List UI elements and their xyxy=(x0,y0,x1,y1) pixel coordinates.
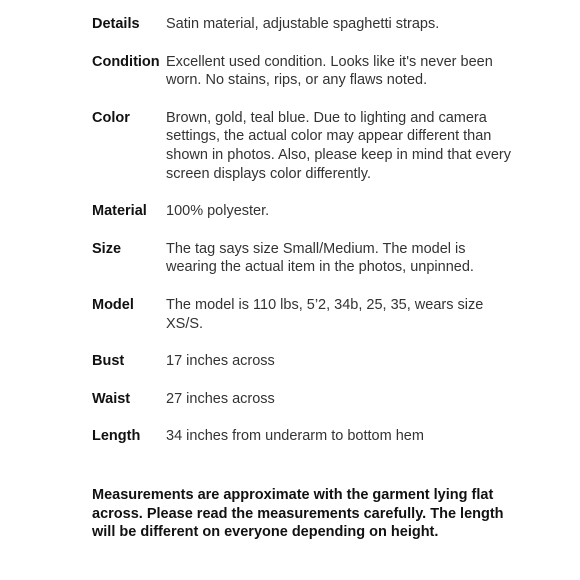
details-row xyxy=(92,15,512,34)
details-label: Details xyxy=(92,16,140,32)
condition-value: Excellent used condition. Looks like it's never been worn. No stains, rips, or any flaws noted. xyxy=(166,53,493,89)
color-row xyxy=(92,109,512,183)
size-row xyxy=(92,240,512,277)
size-label: Size xyxy=(92,240,122,257)
model-label: Model xyxy=(92,296,134,313)
size-value: The tag says size Small/Medium. The model is wearing the actual item in the photos, unpinned. xyxy=(166,240,474,276)
color-label: Color xyxy=(92,109,130,126)
bust-label: Bust xyxy=(92,353,125,370)
model-row xyxy=(92,296,512,333)
color-value: Brown, gold, teal blue. Due to lighting and camera settings, the actual color may appear different than shown in photos. Also, please keep in mind that every screen displays color differently. xyxy=(166,109,511,182)
length-row xyxy=(92,427,512,446)
waist-value: 27 inches across xyxy=(166,390,275,407)
waist-row xyxy=(92,390,512,409)
material-row xyxy=(92,202,512,221)
length-value: 34 inches from underarm to bottom hem xyxy=(166,428,424,445)
measurements-note: Measurements are approximate with the garment lying flat across. Please read the measurements carefully. The length will be different on everyone depending on height. xyxy=(92,487,504,541)
bust-row xyxy=(92,352,512,371)
material-value: 100% polyester. xyxy=(166,203,270,220)
material-label: Material xyxy=(92,203,147,220)
condition-label: Condition xyxy=(92,53,160,70)
details-value: Satin material, adjustable spaghetti straps. xyxy=(166,16,440,32)
length-label: Length xyxy=(92,428,141,445)
item-details-list xyxy=(92,15,512,446)
bust-value: 17 inches across xyxy=(166,353,275,370)
waist-label: Waist xyxy=(92,390,131,407)
model-value: The model is 110 lbs, 5’2, 34b, 25, 35, wears size XS/S. xyxy=(166,296,484,332)
condition-row xyxy=(92,53,512,90)
